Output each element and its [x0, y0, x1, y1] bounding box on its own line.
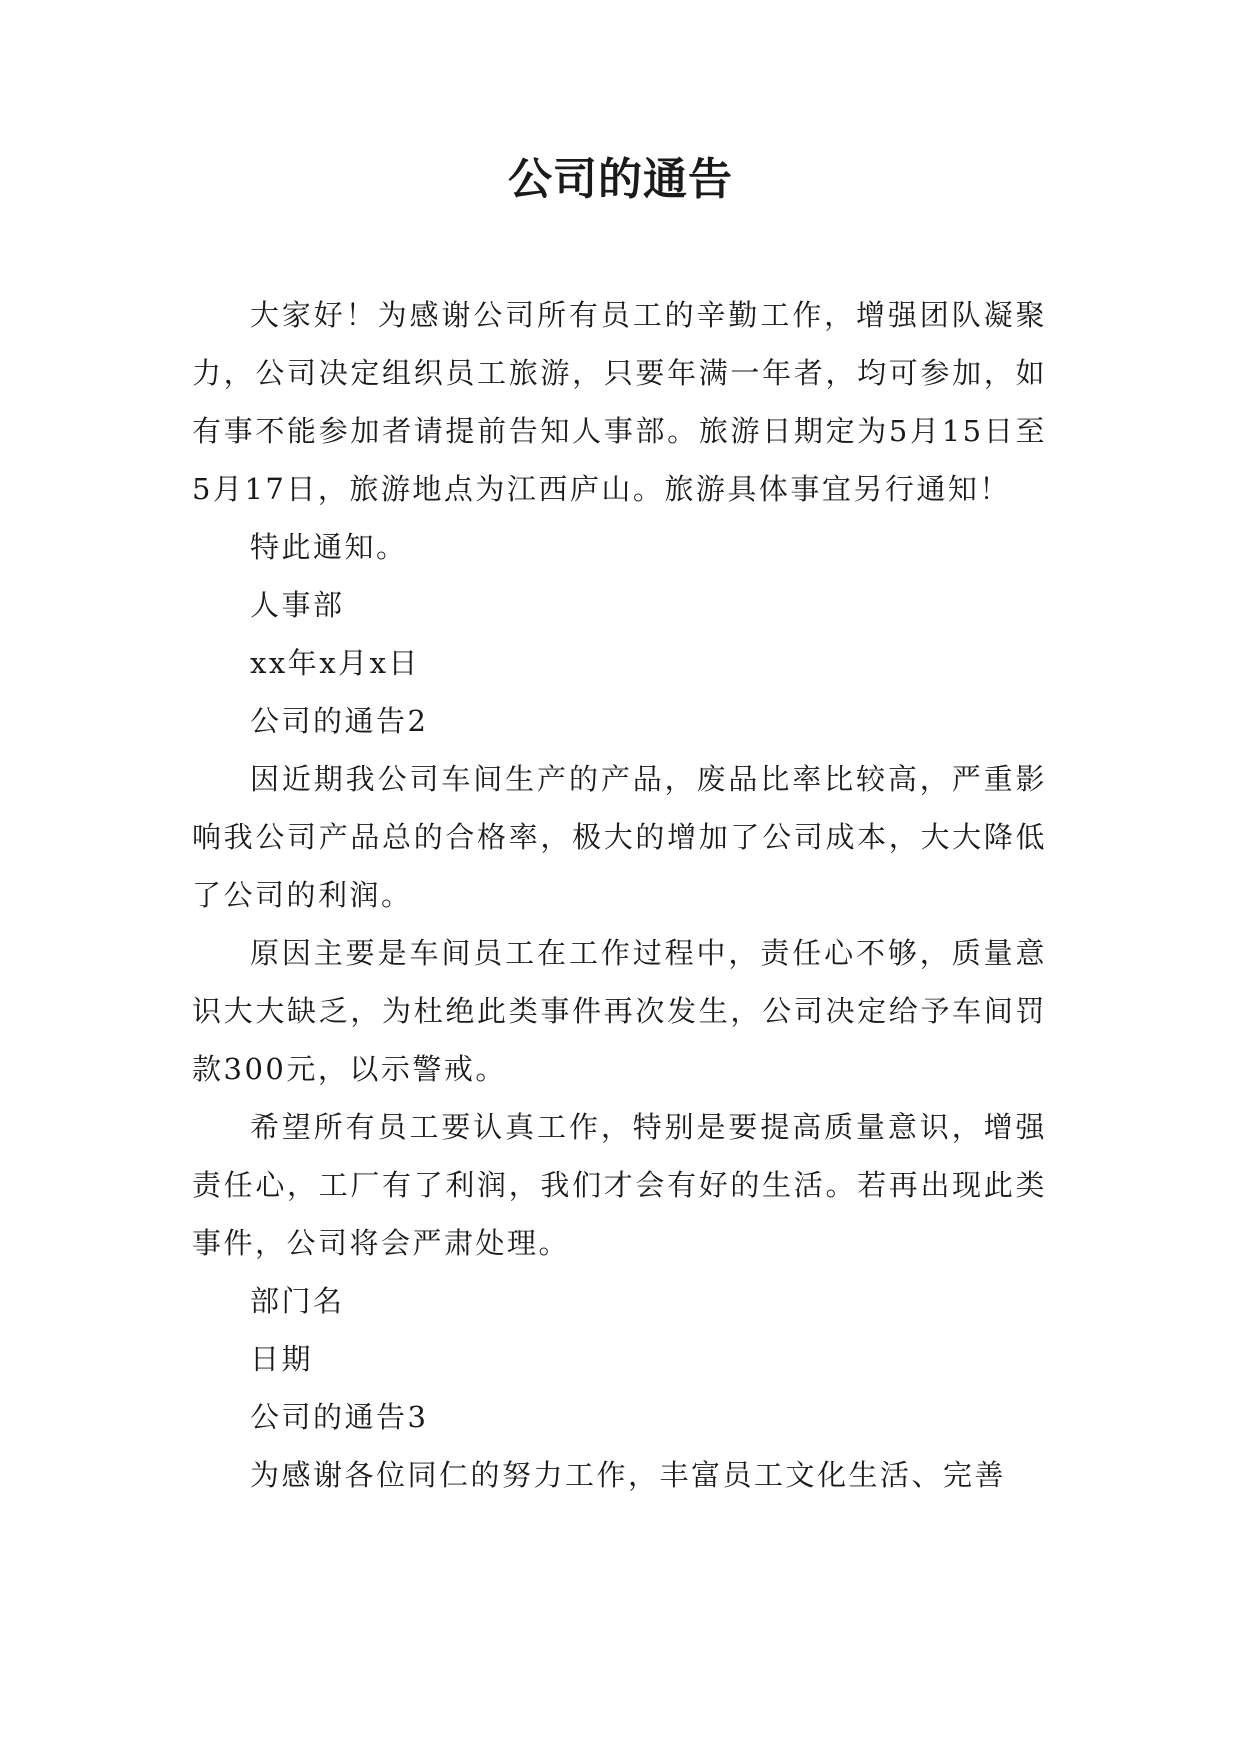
document-title: 公司的通告: [508, 154, 733, 205]
section-heading-2: 公司的通告2: [250, 704, 429, 738]
paragraph-department: 部门名: [250, 1284, 345, 1318]
paragraph-1: 大家好！为感谢公司所有员工的辛勤工作，增强团队凝聚力，公司决定组织员工旅游，只要年满一年者，均可参加，如有事不能参加者请提前告知人事部。旅游日期定为5月15日至5月17日，旅游地点为江西庐山。旅游具体事宜另行通知！: [192, 298, 1047, 506]
paragraph-sender: 人事部: [250, 588, 345, 622]
paragraph-closing: 特此通知。: [250, 530, 408, 564]
paragraph-2-3: 希望所有员工要认真工作，特别是要提高质量意识，增强责任心，工厂有了利润，我们才会有好的生活。若再出现此类事件，公司将会严肃处理。: [192, 1110, 1047, 1260]
section-heading-3: 公司的通告3: [250, 1400, 429, 1434]
paragraph-2-1: 因近期我公司车间生产的产品，废品比率比较高，严重影响我公司产品总的合格率，极大的增加了公司成本，大大降低了公司的利润。: [192, 762, 1047, 912]
paragraph-date-2: 日期: [250, 1342, 314, 1376]
paragraph-2-2: 原因主要是车间员工在工作过程中，责任心不够，质量意识大大缺乏，为杜绝此类事件再次发生，公司决定给予车间罚款300元，以示警戒。: [192, 936, 1047, 1086]
document-body: [192, 286, 1047, 1504]
paragraph-3-1: 为感谢各位同仁的努力工作，丰富员工文化生活、完善: [250, 1458, 1007, 1492]
paragraph-date: xx年x月x日: [250, 646, 420, 680]
